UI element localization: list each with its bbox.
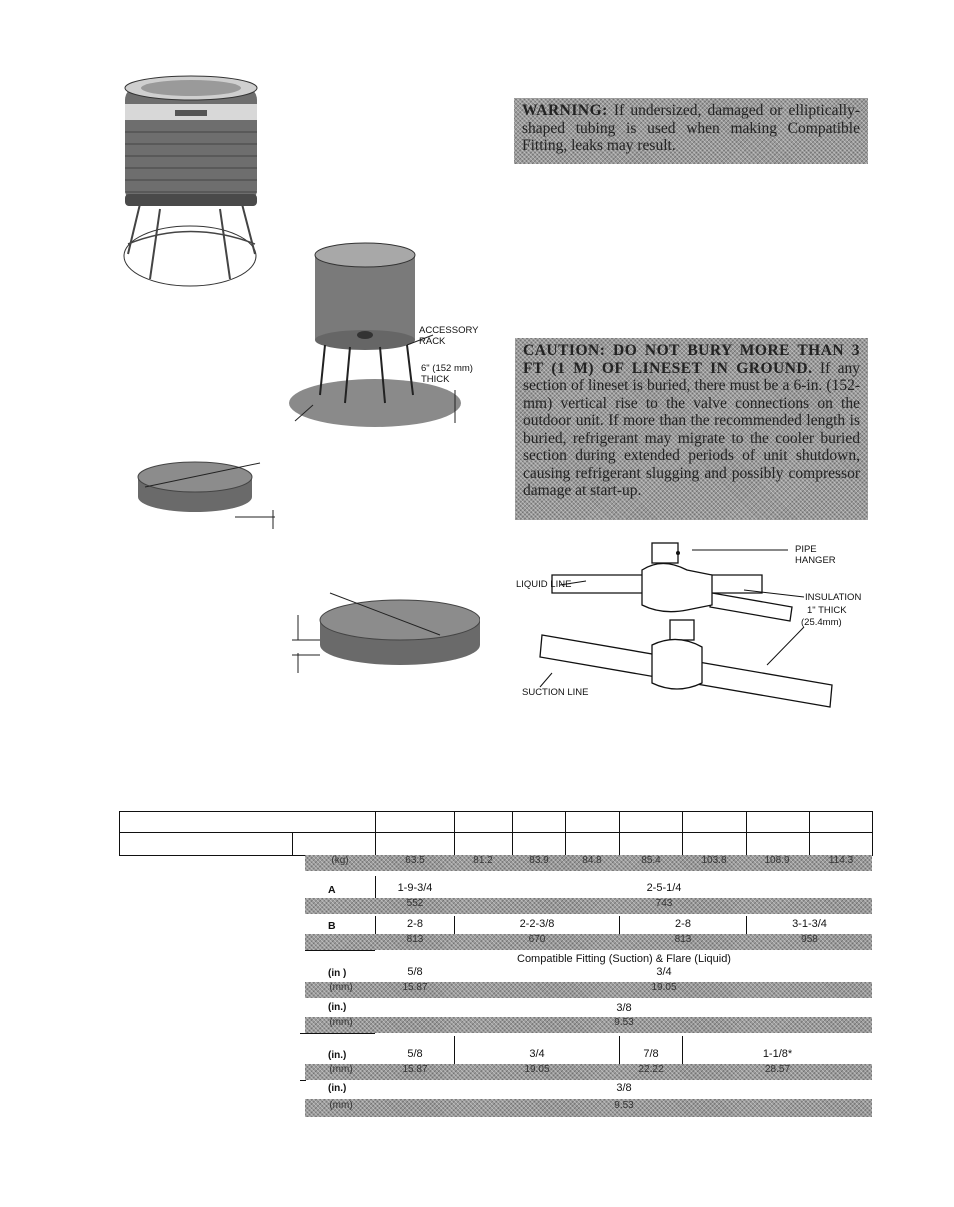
weight-6: 103.8 xyxy=(701,855,727,866)
row-b-label: B xyxy=(328,920,336,932)
tube-a-in-1: 5/8 xyxy=(407,1048,423,1060)
warning-text: If undersized, damaged or elliptically-shaped tubing is used when making Compatible Fitting, leaks may result. xyxy=(522,102,860,154)
insulation-label: INSULATION xyxy=(805,592,862,603)
weight-1: 63.5 xyxy=(405,855,425,866)
caution-label: CAUTION: DO NOT BURY MORE THAN 3 FT (1 M) OF LINESET IN GROUND. xyxy=(523,342,860,377)
tube-b-mm: 9.53 xyxy=(614,1100,634,1111)
pad-thickness-label: 6" (152 mm) THICK xyxy=(421,363,473,385)
insulation-thickness-label: 1" THICK xyxy=(807,605,847,616)
tube-a-mm-3: 22.22 xyxy=(638,1064,664,1075)
caution-text: If any section of lineset is buried, there must be a 6-in. (152-mm) vertical rise to the valve connections on the outdoor unit. If more than the recommended length is buried, refrigerant may migrate to the cooler buried section during extended periods of unit shutdown, causing refrigerant slugging and possibly compressor damage at start-up. xyxy=(523,359,861,499)
weight-3: 83.9 xyxy=(529,855,549,866)
tube-b-unit-mm: (mm) xyxy=(329,1100,353,1111)
conn-a-mm-2: 19.05 xyxy=(651,982,677,993)
tube-b-in: 3/8 xyxy=(616,1082,632,1094)
row-a-mm-1: 552 xyxy=(406,898,424,909)
row-a-in-1: 1-9-3/4 xyxy=(397,882,433,894)
conn-a-in-2: 3/4 xyxy=(656,966,672,978)
weight-8: 114.3 xyxy=(828,855,854,866)
tube-b-unit-in: (in.) xyxy=(328,1083,347,1094)
conn-b-unit-mm: (mm) xyxy=(329,1017,353,1028)
accessory-rack-label: ACCESSORY RACK xyxy=(419,325,479,347)
tube-a-unit-mm: (mm) xyxy=(329,1064,353,1075)
tube-a-unit-in: (in.) xyxy=(328,1050,347,1061)
conn-b-unit-in: (in.) xyxy=(328,1002,347,1013)
warning-label: WARNING: xyxy=(522,102,608,119)
tube-a-mm-4: 28.57 xyxy=(764,1064,791,1075)
tube-a-in-4: 1-1/8* xyxy=(762,1048,793,1060)
conn-a-mm-1: 15.87 xyxy=(402,982,428,993)
row-b-mm-4: 958 xyxy=(801,934,818,945)
weight-5: 85.4 xyxy=(641,855,661,866)
conn-b-in: 3/8 xyxy=(616,1002,632,1014)
conn-b-mm: 9.53 xyxy=(614,1017,634,1028)
weight-2: 81.2 xyxy=(473,855,493,866)
conn-a-unit-mm: (mm) xyxy=(329,982,353,993)
row-a-mm-2: 743 xyxy=(655,898,673,909)
row-b-in-2: 2-2-3/8 xyxy=(519,918,555,930)
row-b-in-4: 3-1-3/4 xyxy=(792,918,827,930)
conn-a-unit-in: (in ) xyxy=(328,968,347,979)
insulation-metric-label: (25.4mm) xyxy=(801,617,842,628)
weight-unit: (kg) xyxy=(331,855,349,866)
row-a-in-2: 2-5-1/4 xyxy=(646,882,682,894)
tube-a-mm-2: 19.05 xyxy=(524,1064,550,1075)
tube-a-in-3: 7/8 xyxy=(643,1048,659,1060)
liquid-line-label: LIQUID LINE xyxy=(516,579,572,590)
tube-a-in-2: 3/4 xyxy=(529,1048,545,1060)
suction-line-label: SUCTION LINE xyxy=(522,687,589,698)
weight-7: 108.9 xyxy=(764,855,790,866)
pipe-hanger-label: PIPE HANGER xyxy=(795,544,836,566)
connection-type: Compatible Fitting (Suction) & Flare (Liquid) xyxy=(517,953,731,965)
row-b-mm-1: 813 xyxy=(406,934,424,945)
row-a-label: A xyxy=(328,884,336,896)
row-b-mm-3: 813 xyxy=(674,934,692,945)
tube-a-mm-1: 15.87 xyxy=(402,1064,428,1075)
conn-a-in-1: 5/8 xyxy=(407,966,423,978)
row-b-mm-2: 670 xyxy=(528,934,546,945)
row-b-in-3: 2-8 xyxy=(675,918,691,930)
weight-4: 84.8 xyxy=(582,855,602,866)
row-b-in-1: 2-8 xyxy=(407,918,423,930)
